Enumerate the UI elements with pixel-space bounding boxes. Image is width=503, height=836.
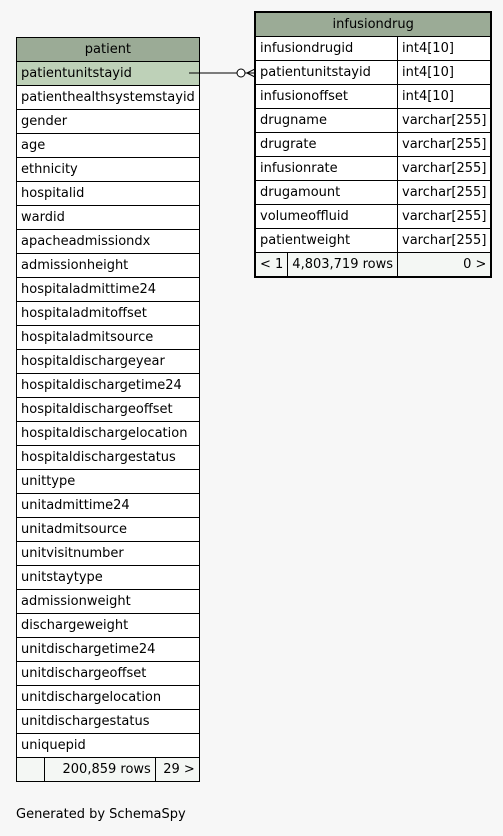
patient-table-title[interactable]: patient bbox=[17, 38, 200, 62]
patient-column-hospitaladmittime24[interactable]: hospitaladmittime24 bbox=[17, 278, 200, 302]
infusiondrug-column-patientunitstayid[interactable]: patientunitstayid bbox=[256, 61, 398, 85]
infusiondrug-column-type: int4[10] bbox=[398, 85, 491, 109]
crowfoot-marker-lower bbox=[247, 73, 255, 77]
patient-column-hospitaldischargestatus[interactable]: hospitaldischargestatus bbox=[17, 446, 200, 470]
patient-footer-rowcount: 200,859 rows bbox=[45, 758, 156, 782]
patient-column-unitdischargeoffset[interactable]: unitdischargeoffset bbox=[17, 662, 200, 686]
infusiondrug-column-patientweight[interactable]: patientweight bbox=[256, 229, 398, 253]
infusiondrug-column-type: varchar[255] bbox=[398, 205, 491, 229]
patient-column-unitadmitsource[interactable]: unitadmitsource bbox=[17, 518, 200, 542]
patient-column-apacheadmissiondx[interactable]: apacheadmissiondx bbox=[17, 230, 200, 254]
patient-column-patientunitstayid[interactable]: patientunitstayid bbox=[17, 62, 200, 86]
patient-column-hospitaladmitsource[interactable]: hospitaladmitsource bbox=[17, 326, 200, 350]
patient-column-gender[interactable]: gender bbox=[17, 110, 200, 134]
patient-column-unitadmittime24[interactable]: unitadmittime24 bbox=[17, 494, 200, 518]
infusiondrug-column-drugrate[interactable]: drugrate bbox=[256, 133, 398, 157]
patient-column-ethnicity[interactable]: ethnicity bbox=[17, 158, 200, 182]
infusiondrug-column-type: varchar[255] bbox=[398, 181, 491, 205]
infusiondrug-column-drugname[interactable]: drugname bbox=[256, 109, 398, 133]
patient-column-unitdischargetime24[interactable]: unitdischargetime24 bbox=[17, 638, 200, 662]
zero-cardinality-marker bbox=[237, 69, 245, 77]
infusiondrug-column-infusiondrugid[interactable]: infusiondrugid bbox=[256, 37, 398, 61]
infusiondrug-column-drugamount[interactable]: drugamount bbox=[256, 181, 398, 205]
infusiondrug-column-infusionoffset[interactable]: infusionoffset bbox=[256, 85, 398, 109]
infusiondrug-column-type: varchar[255] bbox=[398, 109, 491, 133]
patient-column-hospitaldischargelocation[interactable]: hospitaldischargelocation bbox=[17, 422, 200, 446]
patient-column-dischargeweight[interactable]: dischargeweight bbox=[17, 614, 200, 638]
patient-column-hospitaldischargetime24[interactable]: hospitaldischargetime24 bbox=[17, 374, 200, 398]
patient-footer-children[interactable]: 29 > bbox=[155, 758, 199, 782]
infusiondrug-column-type: varchar[255] bbox=[398, 229, 491, 253]
infusiondrug-footer-parents[interactable]: < 1 bbox=[256, 253, 288, 277]
infusiondrug-column-type: varchar[255] bbox=[398, 157, 491, 181]
crowfoot-marker-upper bbox=[247, 69, 255, 73]
patient-column-hospitaldischargeyear[interactable]: hospitaldischargeyear bbox=[17, 350, 200, 374]
patient-column-hospitaldischargeoffset[interactable]: hospitaldischargeoffset bbox=[17, 398, 200, 422]
patient-column-admissionweight[interactable]: admissionweight bbox=[17, 590, 200, 614]
patient-column-hospitaladmitoffset[interactable]: hospitaladmitoffset bbox=[17, 302, 200, 326]
patient-column-age[interactable]: age bbox=[17, 134, 200, 158]
infusiondrug-column-type: varchar[255] bbox=[398, 133, 491, 157]
patient-column-unittype[interactable]: unittype bbox=[17, 470, 200, 494]
generator-credit: Generated by SchemaSpy bbox=[16, 807, 186, 822]
patient-column-unitvisitnumber[interactable]: unitvisitnumber bbox=[17, 542, 200, 566]
patient-column-unitstaytype[interactable]: unitstaytype bbox=[17, 566, 200, 590]
patient-column-uniquepid[interactable]: uniquepid bbox=[17, 734, 200, 758]
infusiondrug-table-title[interactable]: infusiondrug bbox=[256, 13, 491, 37]
patient-column-unitdischargelocation[interactable]: unitdischargelocation bbox=[17, 686, 200, 710]
patient-column-patienthealthsystemstayid[interactable]: patienthealthsystemstayid bbox=[17, 86, 200, 110]
infusiondrug-footer-children[interactable]: 0 > bbox=[398, 253, 491, 277]
infusiondrug-column-type: int4[10] bbox=[398, 37, 491, 61]
infusiondrug-column-infusionrate[interactable]: infusionrate bbox=[256, 157, 398, 181]
patient-column-hospitalid[interactable]: hospitalid bbox=[17, 182, 200, 206]
infusiondrug-column-volumeoffluid[interactable]: volumeoffluid bbox=[256, 205, 398, 229]
infusiondrug-footer-rowcount: 4,803,719 rows bbox=[288, 253, 398, 277]
patient-column-unitdischargestatus[interactable]: unitdischargestatus bbox=[17, 710, 200, 734]
infusiondrug-column-type: int4[10] bbox=[398, 61, 491, 85]
patient-column-wardid[interactable]: wardid bbox=[17, 206, 200, 230]
patient-column-admissionheight[interactable]: admissionheight bbox=[17, 254, 200, 278]
